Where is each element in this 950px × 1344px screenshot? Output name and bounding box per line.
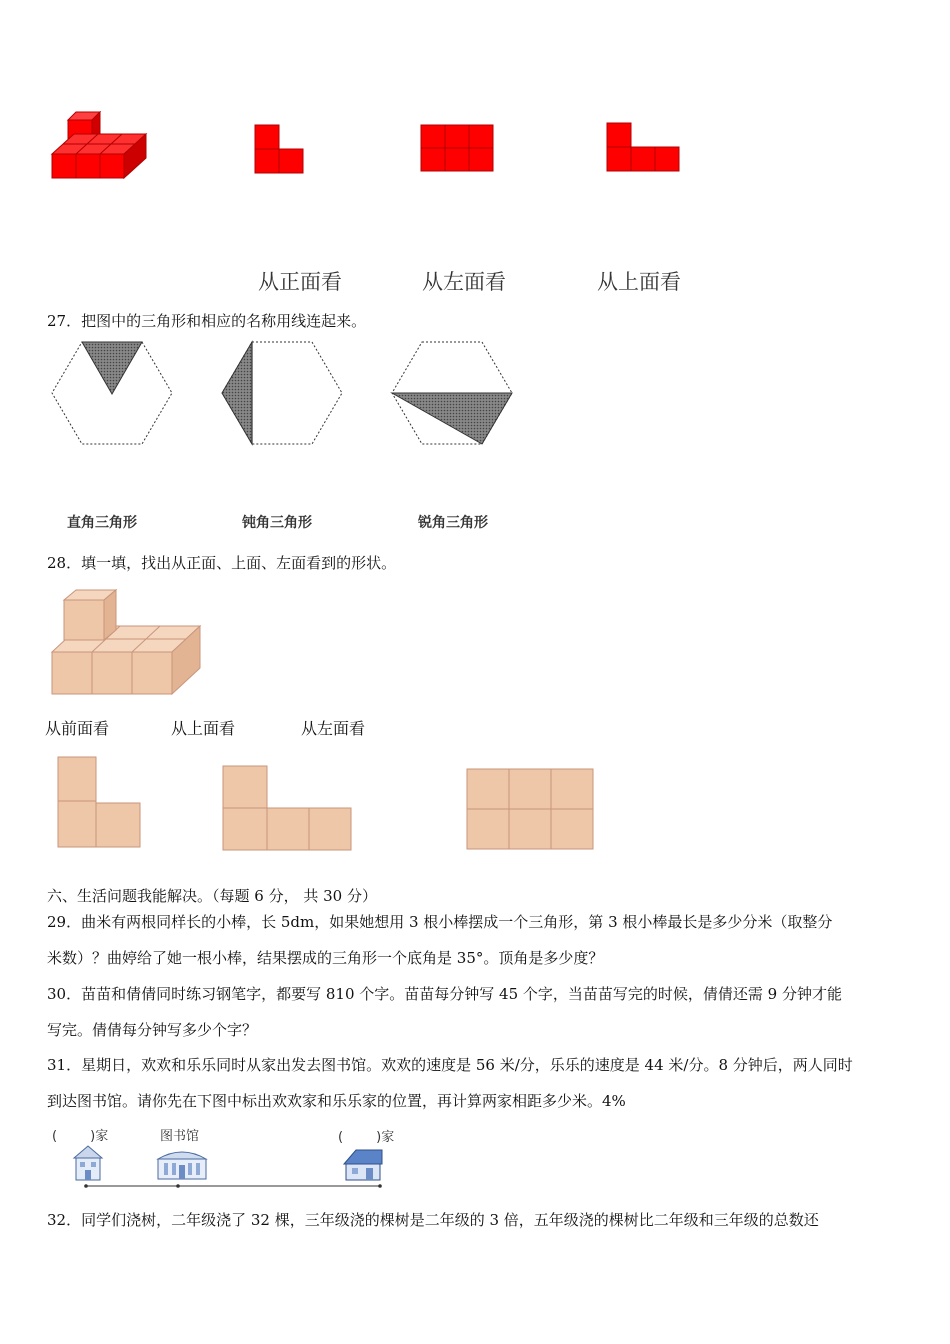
view-label-left: 从左面看 bbox=[422, 270, 506, 294]
home-left-label: ( )家 bbox=[52, 1129, 109, 1144]
view-label-top: 从上面看 bbox=[597, 270, 681, 294]
question-30-line1: 30．苗苗和倩倩同时练习钢笔字，都要写 810 个字。苗苗每分钟写 45 个字，当苗苗写完的时候，倩倩还需 9 分钟才能 bbox=[47, 985, 842, 1003]
question-27: 27．把图中的三角形和相应的名称用线连起来。 bbox=[47, 312, 367, 330]
section-6-title: 六、生活问题我能解决。（每题 6 分， 共 30 分） bbox=[47, 887, 377, 905]
left-view-red bbox=[420, 124, 496, 174]
library-label: 图书馆 bbox=[160, 1129, 200, 1144]
distance-line bbox=[84, 1183, 384, 1191]
label-right-triangle: 直角三角形 bbox=[67, 515, 137, 531]
peach-cube-solid bbox=[52, 588, 204, 698]
label-obtuse-triangle: 钝角三角形 bbox=[242, 515, 312, 531]
hexagon-right-triangle bbox=[222, 340, 344, 446]
home-right-label: ( )家 bbox=[338, 1130, 395, 1145]
house-left-icon bbox=[72, 1144, 104, 1182]
view-shape-1 bbox=[57, 756, 143, 850]
hexagon-acute-triangle bbox=[52, 340, 174, 446]
hexagon-obtuse-triangle bbox=[392, 340, 514, 446]
view-shape-3 bbox=[466, 768, 596, 852]
front-view-red bbox=[254, 124, 306, 176]
house-right-icon bbox=[342, 1148, 384, 1182]
view-label-front: 从正面看 bbox=[258, 270, 342, 294]
question-30-line2: 写完。倩倩每分钟写多少个字？ bbox=[47, 1021, 258, 1039]
question-28: 28．填一填，找出从正面、上面、左面看到的形状。 bbox=[47, 554, 397, 572]
red-cube-solid bbox=[52, 108, 152, 184]
label-left-view: 从左面看 bbox=[301, 719, 366, 738]
question-31-line2: 到达图书馆。请你先在下图中标出欢欢家和乐乐家的位置，再计算两家相距多少米。4% bbox=[47, 1092, 626, 1110]
question-31-line1: 31．星期日，欢欢和乐乐同时从家出发去图书馆。欢欢的速度是 56 米/分，乐乐的速度是 44 米/分。8 分钟后，两人同时 bbox=[47, 1056, 853, 1074]
question-29-line1: 29．曲米有两根同样长的小棒，长 5dm，如果她想用 3 根小棒摆成一个三角形，第 3 根小棒最长是多少分米（取整分 bbox=[47, 913, 833, 931]
view-shape-2 bbox=[222, 765, 354, 853]
question-29-line2: 米数）？曲婷给了她一根小棒，结果摆成的三角形一个底角是 35°。顶角是多少度？ bbox=[47, 949, 604, 967]
top-view-red bbox=[606, 122, 682, 174]
label-front-view: 从前面看 bbox=[45, 719, 110, 738]
library-icon bbox=[154, 1145, 210, 1181]
label-acute-triangle: 锐角三角形 bbox=[418, 515, 488, 531]
label-top-view: 从上面看 bbox=[171, 719, 236, 738]
question-32-line1: 32．同学们浇树，二年级浇了 32 棵，三年级浇的棵树是二年级的 3 倍，五年级浇的棵树比二年级和三年级的总数还 bbox=[47, 1211, 819, 1229]
